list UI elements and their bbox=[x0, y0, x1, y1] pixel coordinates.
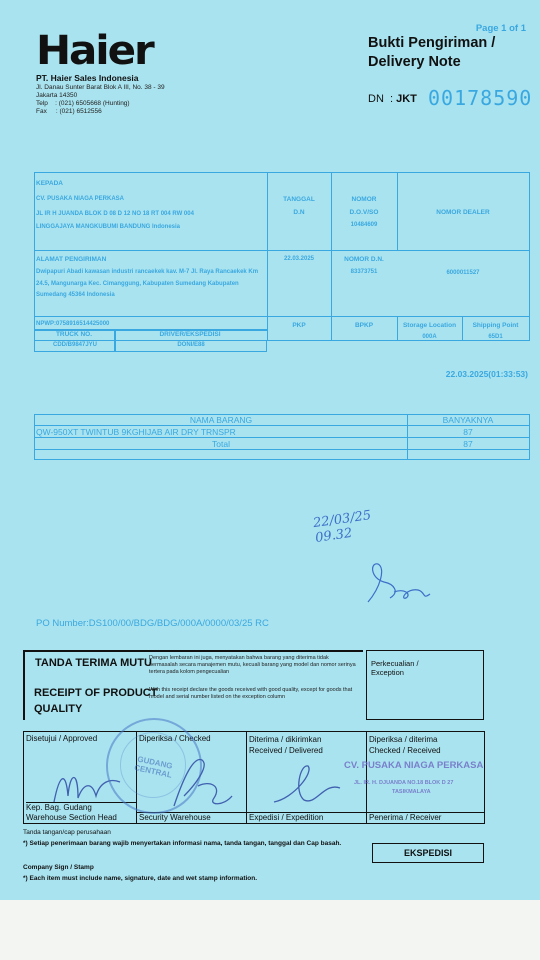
item-qty-header: BANYAKNYA bbox=[442, 415, 494, 425]
received-label-2: Received / Delivered bbox=[249, 746, 323, 755]
npwp: NPWP:0758916514425000 bbox=[36, 321, 110, 327]
haier-logo: Haier bbox=[36, 28, 153, 74]
checked-received-label bbox=[369, 734, 441, 756]
page-indicator: Page 1 of 1 bbox=[475, 23, 526, 34]
company-stamp-address: JL. IR. H. DJUANDA NO.18 BLOK D 27 bbox=[354, 780, 454, 786]
receipt-title-en-2: QUALITY bbox=[34, 703, 83, 715]
document-title-line1: Bukti Pengiriman / bbox=[368, 35, 496, 51]
handwritten-date-line2: 09.32 bbox=[314, 525, 354, 546]
sign-note-label-en: Company Sign / Stamp bbox=[23, 864, 94, 871]
dn-number: 00178590 bbox=[428, 86, 533, 110]
shipping-point-label: Shipping Point bbox=[472, 322, 519, 329]
handwritten-date-line1: 22/03/25 bbox=[312, 508, 373, 532]
gudang-stamp-text: GUDANG CENTRAL bbox=[133, 754, 174, 780]
received-label-1: Diterima / dikirimkan bbox=[249, 735, 322, 744]
company-name: PT. Haier Sales Indonesia bbox=[36, 73, 139, 83]
item-name-header: NAMA BARANG bbox=[189, 415, 253, 425]
handwritten-date bbox=[312, 508, 374, 546]
recipient-name: CV. PUSAKA NIAGA PERKASA bbox=[36, 196, 125, 202]
print-timestamp: 22.03.2025(01:33:53) bbox=[445, 369, 528, 379]
dn-col-label: D.N bbox=[293, 209, 305, 216]
do-number: 10484609 bbox=[350, 222, 378, 228]
item-row-qty: 87 bbox=[463, 427, 473, 437]
signature-grid bbox=[23, 731, 485, 824]
pkp-label: PKP bbox=[292, 322, 306, 329]
security-label: Security Warehouse bbox=[139, 813, 211, 822]
sign-note-label-id: Tanda tangan/cap perusahaan bbox=[23, 829, 111, 836]
checked-label: Diperiksa / Checked bbox=[139, 734, 211, 743]
item-row-name: QW-950XT TWINTUB 9KGHIJAB AIR DRY TRNSPR bbox=[36, 427, 236, 437]
dealer-number: 6000011527 bbox=[446, 270, 480, 276]
total-label: Total bbox=[212, 439, 230, 449]
dn-prefix: DN : bbox=[368, 93, 397, 105]
expedition-label: Expedisi / Expedition bbox=[249, 813, 324, 822]
total-qty: 87 bbox=[463, 439, 473, 449]
company-address-2: Jakarta 14350 bbox=[36, 92, 78, 99]
sign-note-id: *) Setiap penerimaan barang wajib menyertakan informasi nama, tanda tangan, tanggal dan Cap basah. bbox=[23, 840, 342, 847]
dn-branch: JKT bbox=[396, 93, 417, 105]
receipt-title-en-1: RECEIPT OF PRODUCT bbox=[34, 687, 158, 699]
tanggal-label: TANGGAL bbox=[283, 196, 315, 203]
kepada-label: KEPADA bbox=[36, 180, 63, 187]
sign-note-en: *) Each item must include name, signature, date and wet stamp information. bbox=[23, 875, 258, 882]
nomor-dn-label: NOMOR D.N. bbox=[344, 256, 384, 263]
document-title bbox=[368, 34, 495, 72]
recipient-address-2: LINGGAJAYA MANGKUBUMI BANDUNG Indonesia bbox=[36, 224, 181, 230]
company-stamp-name: CV. PUSAKA NIAGA PERKASA bbox=[344, 760, 484, 771]
receipt-text-id: Dengan lembaran ini juga, menyatakan bahwa barang yang diterima tidak bermasalah secara manajemen mutu, kecuali barang yang model dan nomor serinya tertera pada kolom pengecualian bbox=[149, 655, 356, 675]
dn-label bbox=[368, 93, 417, 105]
recipient-block bbox=[34, 172, 530, 341]
warehouse-head-label-1: Kep. Bag. Gudang bbox=[26, 803, 92, 812]
truck-label: TRUCK NO. bbox=[55, 331, 93, 338]
company-address-1: Jl. Danau Sunter Barat Blok A III, No. 38 - 39 bbox=[36, 84, 165, 91]
exception-label-2: Exception bbox=[371, 668, 404, 677]
recipient-address-1: JL IR H JUANDA BLOK D 08 D 12 NO 18 RT 004 RW 004 bbox=[36, 211, 194, 217]
nomor-label: NOMOR bbox=[351, 196, 377, 203]
po-number: PO Number:DS100/00/BDG/BDG/000A/0000/03/25 RC bbox=[36, 618, 269, 629]
checked-received-label-1: Diperiksa / diterima bbox=[369, 735, 438, 744]
storage-location-value: 000A bbox=[422, 334, 437, 340]
alamat-label: ALAMAT PENGIRIMAN bbox=[36, 256, 107, 263]
driver-name: DONI/E88 bbox=[177, 342, 205, 348]
bpkp-label: BPKP bbox=[354, 322, 374, 329]
items-table bbox=[34, 414, 530, 460]
do-label: D.O.V/SO bbox=[349, 209, 379, 216]
document-title-line2: Delivery Note bbox=[368, 54, 461, 70]
receipt-text-en: With this receipt declare the goods received with good quality, except for goods that model and serial number listed on the exception column bbox=[149, 687, 353, 700]
company-phone: Telp : (021) 6505668 (Hunting) bbox=[36, 100, 130, 107]
handwritten-signature bbox=[360, 558, 440, 608]
driver-label: DRIVER/EKSPEDISI bbox=[159, 331, 221, 338]
expedition-signature bbox=[264, 762, 354, 812]
ship-address: Dwipapuri Abadi kawasan industri rancaekek kav. M-7 Jl. Raya Rancaekek Km 24.5, Mangunarga Kec. Cimanggung, Kabupaten Sumedang Kabupaten Sumedang 45364 Indonesia bbox=[36, 269, 259, 298]
exception-label-1: Perkecualian / bbox=[371, 659, 419, 668]
exception-label bbox=[371, 659, 419, 677]
copy-designation: EKSPEDISI bbox=[372, 843, 484, 863]
warehouse-head-label-2: Warehouse Section Head bbox=[26, 813, 117, 822]
storage-location-label: Storage Location bbox=[402, 322, 457, 329]
shipping-point-value: 65D1 bbox=[488, 334, 503, 340]
received-label bbox=[249, 734, 323, 756]
approved-label: Disetujui / Approved bbox=[26, 734, 98, 743]
exception-box bbox=[366, 650, 484, 720]
company-fax: Fax : (021) 6512556 bbox=[36, 108, 102, 115]
checked-received-label-2: Checked / Received bbox=[369, 746, 441, 755]
checked-signature bbox=[154, 746, 244, 816]
nomor-dealer-label: NOMOR DEALER bbox=[436, 209, 490, 216]
company-stamp-city: TASIKMALAYA bbox=[392, 789, 431, 795]
approved-signature bbox=[44, 752, 134, 812]
truck-number: CDD/B9847JYU bbox=[52, 342, 98, 348]
scan-margin bbox=[0, 900, 540, 960]
receiver-label: Penerima / Receiver bbox=[369, 813, 442, 822]
dn-reference: 83373751 bbox=[350, 269, 378, 275]
document-date: 22.03.2025 bbox=[283, 256, 315, 262]
receipt-title-id: TANDA TERIMA MUTU bbox=[35, 657, 152, 669]
truck-driver-row bbox=[34, 340, 267, 352]
receipt-quality-box bbox=[23, 650, 363, 720]
